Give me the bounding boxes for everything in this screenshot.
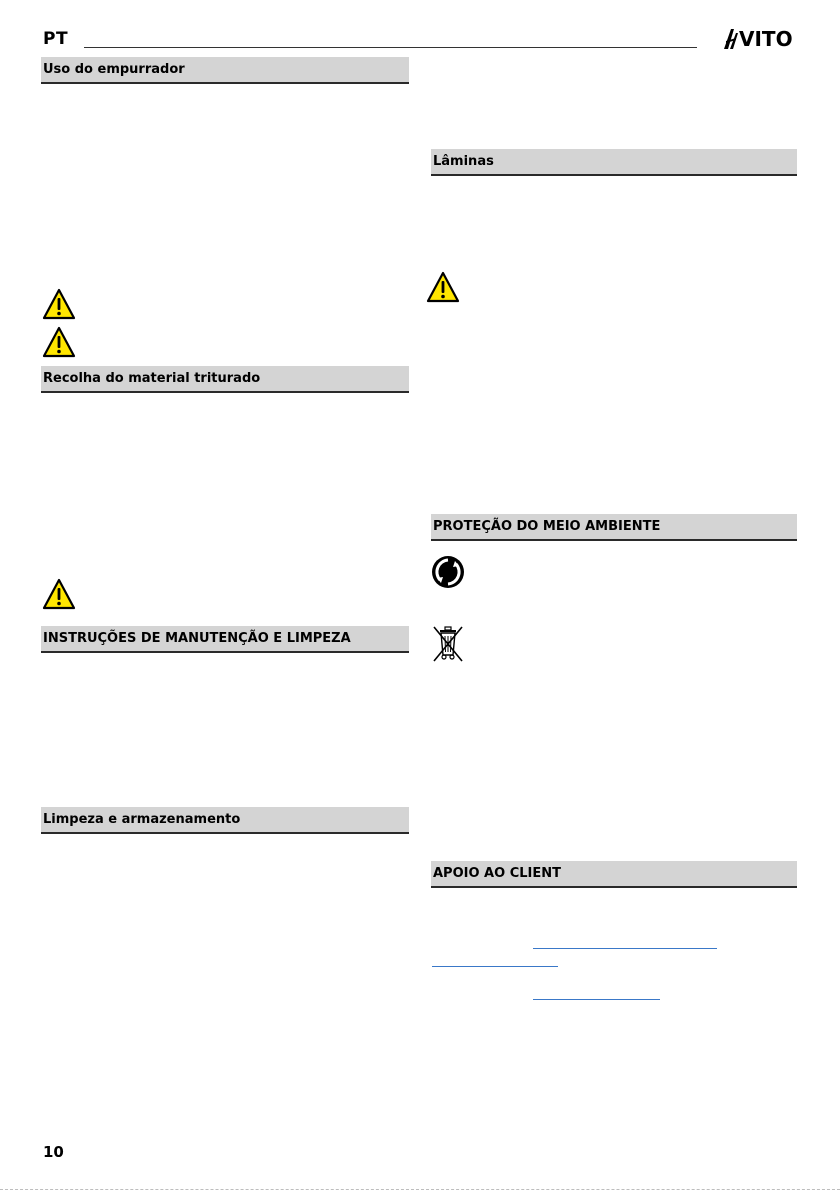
page-number: 10	[43, 1143, 64, 1161]
section-title: INSTRUÇÕES DE MANUTENÇÃO E LIMPEZA	[43, 630, 351, 646]
section-title: Lâminas	[433, 153, 494, 169]
warning-triangle-icon	[42, 288, 76, 320]
green-dot-recycling-icon	[431, 555, 465, 589]
warning-triangle-icon	[42, 578, 76, 610]
section-title: APOIO AO CLIENT	[433, 865, 561, 881]
section-title: PROTEÇÃO DO MEIO AMBIENTE	[433, 518, 661, 534]
section-limpeza	[41, 807, 409, 834]
section-laminas	[431, 149, 797, 176]
section-protecao	[431, 514, 797, 541]
page-bottom-edge	[0, 1189, 840, 1190]
website-link[interactable]	[533, 999, 660, 1000]
section-apoio	[431, 861, 797, 888]
section-recolha	[41, 366, 409, 393]
brand-name: VITO	[739, 27, 793, 51]
section-title: Uso do empurrador	[43, 61, 185, 77]
brand-mark-icon	[724, 29, 738, 49]
section-uso-do-empurrador	[41, 57, 409, 84]
brand-logo	[724, 27, 793, 51]
support-link[interactable]	[533, 948, 717, 949]
section-title: Limpeza e armazenamento	[43, 811, 241, 827]
warning-triangle-icon	[42, 326, 76, 358]
crossed-out-bin-icon	[430, 623, 466, 663]
header-rule	[84, 47, 697, 48]
language-code: PT	[43, 29, 69, 49]
section-title: Recolha do material triturado	[43, 370, 261, 386]
section-manutencao	[41, 626, 409, 653]
support-link-continuation[interactable]	[432, 966, 558, 967]
warning-triangle-icon	[426, 271, 460, 303]
